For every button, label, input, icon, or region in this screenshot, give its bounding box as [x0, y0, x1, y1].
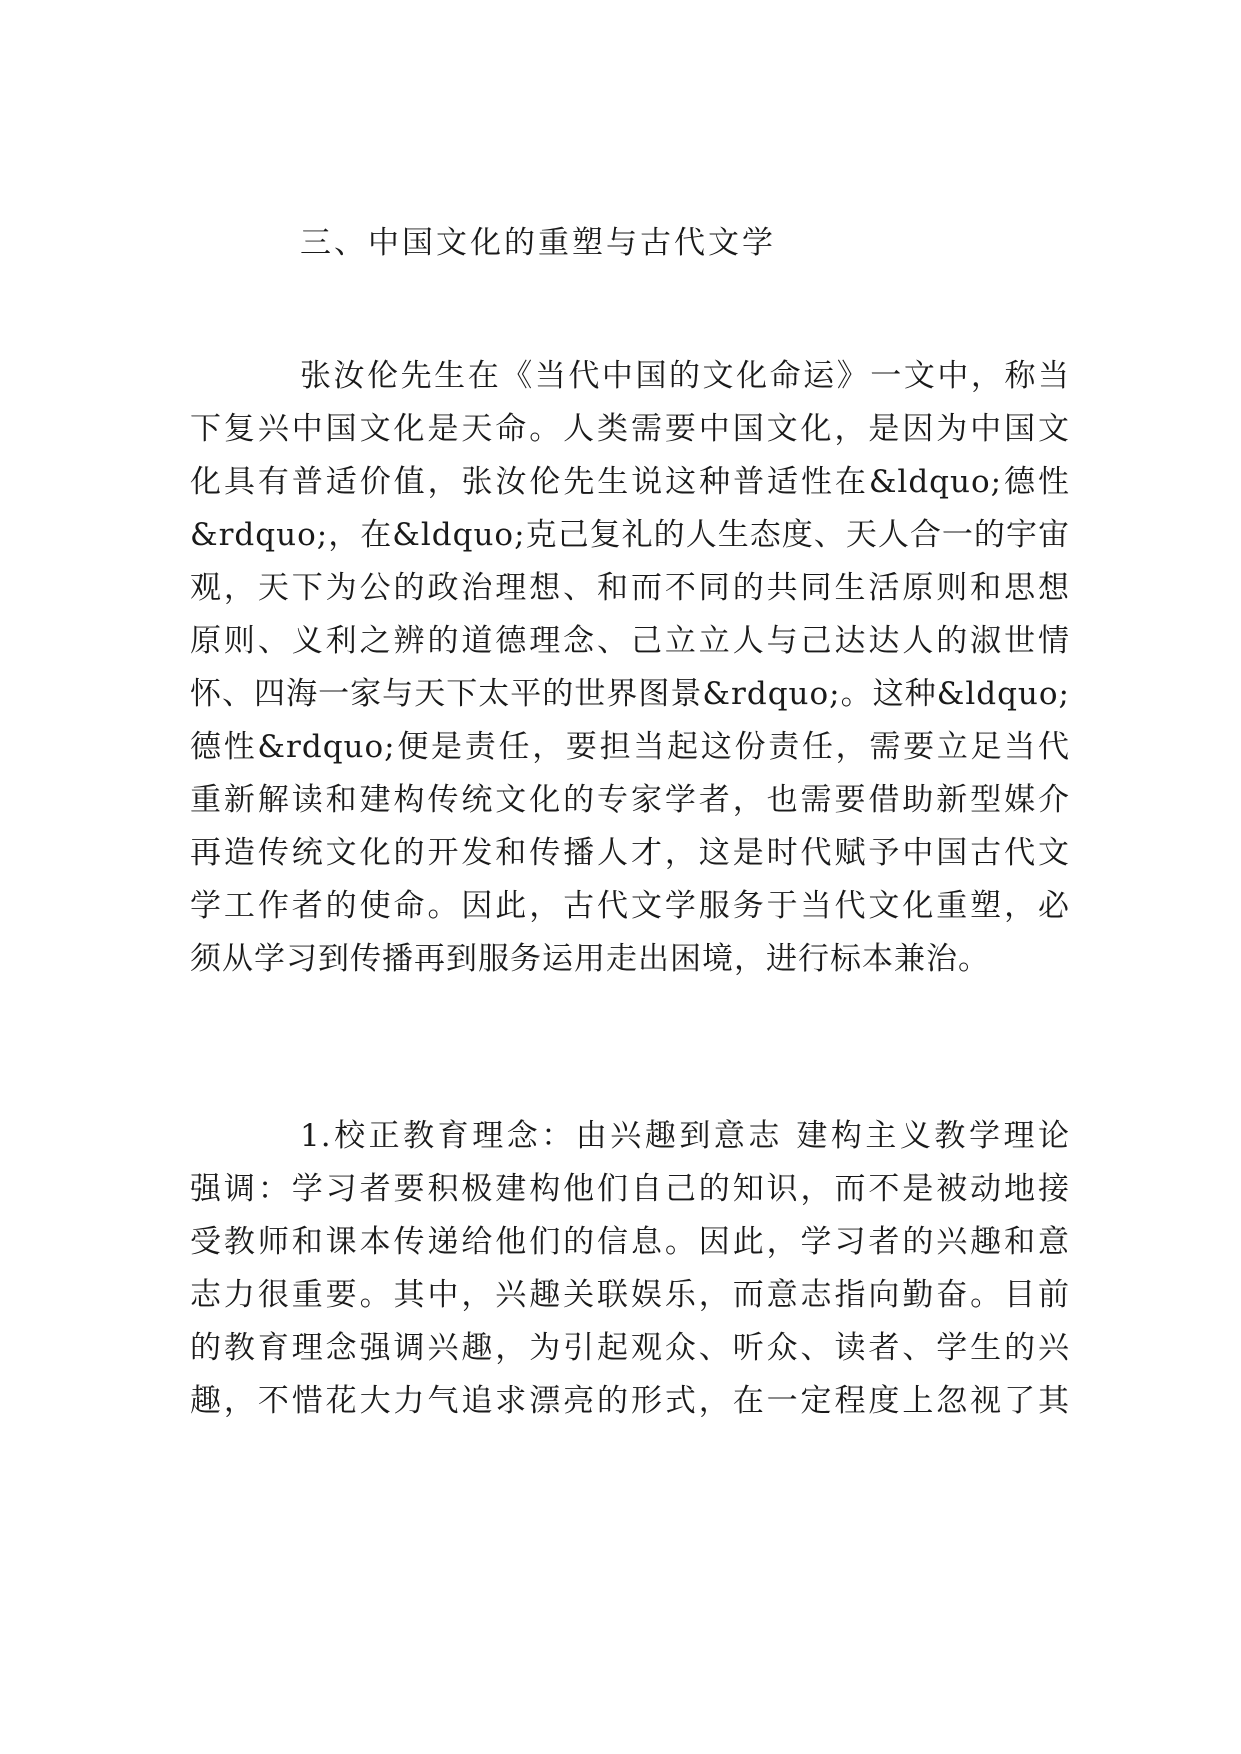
paragraph-line: 化具有普适价值，张汝伦先生说这种普适性在&ldquo;德性	[190, 464, 1070, 500]
paragraph-line: 德性&rdquo;便是责任，要担当起这份责任，需要立足当代	[190, 729, 1070, 765]
paragraph-line: 趣，不惜花大力气追求漂亮的形式，在一定程度上忽视了其	[190, 1383, 1070, 1419]
paragraph-line: 原则、义利之辨的道德理念、己立立人与己达达人的淑世情	[190, 623, 1070, 659]
paragraph-line: 须从学习到传播再到服务运用走出困境，进行标本兼治。	[190, 941, 990, 977]
paragraph-line: 重新解读和建构传统文化的专家学者，也需要借助新型媒介	[190, 782, 1070, 818]
paragraph-line: 观，天下为公的政治理想、和而不同的共同生活原则和思想	[190, 570, 1070, 606]
paragraph-line: 学工作者的使命。因此，古代文学服务于当代文化重塑，必	[190, 888, 1070, 924]
paragraph-line: 的教育理念强调兴趣，为引起观众、听众、读者、学生的兴	[190, 1330, 1070, 1366]
paragraph-line: &rdquo;，在&ldquo;克己复礼的人生态度、天人合一的宇宙	[190, 517, 1070, 553]
paragraph-line: 强调：学习者要积极建构他们自己的知识，而不是被动地接	[190, 1171, 1070, 1207]
paragraph-line: 张汝伦先生在《当代中国的文化命运》一文中，称当	[300, 358, 1070, 394]
paragraph-line: 1.校正教育理念：由兴趣到意志 建构主义教学理论	[300, 1118, 1070, 1154]
section-heading: 三、中国文化的重塑与古代文学	[300, 225, 776, 261]
paragraph-line: 下复兴中国文化是天命。人类需要中国文化，是因为中国文	[190, 411, 1070, 447]
paragraph-line: 再造传统文化的开发和传播人才，这是时代赋予中国古代文	[190, 835, 1070, 871]
paragraph-line: 志力很重要。其中，兴趣关联娱乐，而意志指向勤奋。目前	[190, 1277, 1070, 1313]
paragraph-line: 怀、四海一家与天下太平的世界图景&rdquo;。这种&ldquo;	[190, 676, 1070, 712]
paragraph-line: 受教师和课本传递给他们的信息。因此，学习者的兴趣和意	[190, 1224, 1070, 1260]
